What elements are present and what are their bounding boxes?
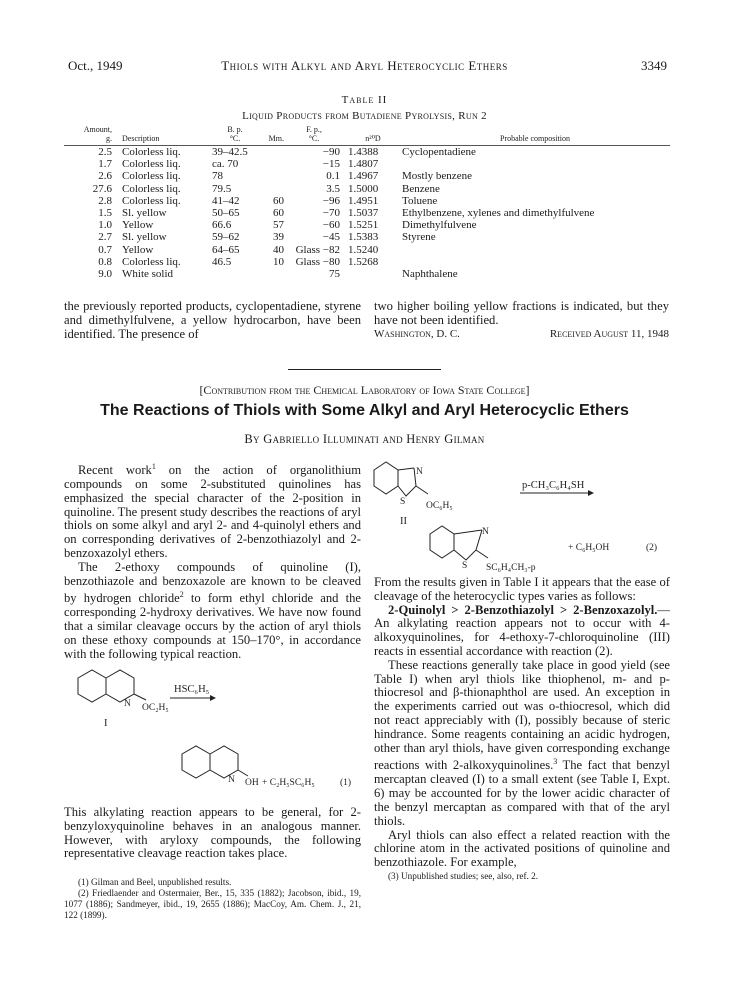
left-column-p3 [64,806,361,861]
cell-bp: 39–42.5 [212,146,248,158]
cell-mm: 60 [273,194,284,207]
substituent-oc6h5: OC₆H₅ [426,501,453,511]
atom-n-3: N [416,467,423,477]
reaction-scheme-2 [370,458,670,578]
cell-description: Colorless liq. [122,146,181,158]
cell-fp: −60 [322,219,340,232]
cell-nd: 1.5000 [348,182,379,195]
footnotes-left [64,877,361,921]
paragraph-r2: 2-Quinolyl > 2-Benzothiazolyl > 2-Benzoxazolyl.—An alkylating reaction appears not to occur with 4-alkoxyquinolines, for 4-ethoxy-7-chloroquinoline (III) reacts in essential accordance with reaction (2). [374,602,670,658]
cell-amount: 27.6 [92,182,112,195]
cell-description: Colorless liq. [122,194,181,207]
pyrolysis-table [64,124,670,280]
cell-amount: 2.8 [98,194,112,207]
product-side-1: + C₂H₅SC₆H₅ [262,778,315,788]
cell-amount: 9.0 [98,268,112,281]
product-sc6h4ch3: SC₆H₄CH₃-p [486,563,536,573]
right-column-text [374,576,670,882]
reagent-thiocresol: p-CH₃C₆H₄SH [522,480,585,491]
reagent-hsc6h5: HSC₆H₅ [174,684,210,695]
col-bp: B. p. °C. [210,124,260,146]
table-row [64,170,670,182]
cleavage-order: 2-Quinolyl > 2-Benzothiazolyl > 2-Benzoxazolyl. [388,602,658,617]
cell-fp: 0.1 [326,170,340,183]
substituent-oc2h5: OC₂H₅ [142,703,169,713]
product-side-2: + C₆H₅OH [568,543,610,553]
cell-nd: 1.5037 [348,207,379,220]
atom-n-4: N [482,527,489,537]
footnote-3: (3) Unpublished studies; see, also, ref. 2. [388,870,539,881]
prev-article-right [374,300,669,341]
cell-mm [260,183,286,195]
cell-fp: 75 [329,268,340,281]
table-row [64,256,670,268]
cell-nd: 1.4951 [348,194,379,207]
atom-n-2: N [228,775,235,785]
running-header-title: Thiols with Alkyl and Aryl Heterocyclic Ethers [221,58,508,73]
cell-fp: −96 [322,194,340,207]
cell-composition: Ethylbenzene, xylenes and dimethylfulvene [402,207,595,220]
byline: By Gabriello Illuminati and Henry Gilman [244,432,485,446]
running-header-date: Oct., 1949 [68,58,123,73]
cell-composition: Naphthalene [402,268,458,281]
table-row [64,268,670,280]
page-number: 3349 [641,58,667,73]
table-row [64,244,670,256]
cell-amount: 2.7 [98,231,112,244]
col-composition: Probable composition [400,124,670,146]
cell-fp: −70 [322,207,340,220]
product-oh: OH [245,778,259,788]
cell-composition [400,158,670,170]
cell-description: Colorless liq. [122,255,181,268]
table-row [64,146,670,159]
cell-composition: Benzene [402,182,440,195]
cell-description: Colorless liq. [122,182,181,195]
cell-amount: 2.5 [98,146,112,158]
table-row [64,231,670,243]
col-refractive-index: n²⁰D [346,124,400,146]
cell-description: Colorless liq. [122,158,181,171]
cell-mm [260,268,286,280]
table-label: Table II [341,94,388,106]
cell-bp: ca. 70 [212,158,239,171]
cell-nd [346,268,400,280]
paragraph-3: This alkylating reaction appears to be general, for 2-benzyloxyquinoline behaves in an analogous manner. However, with aryloxy compounds, the following representative cleavage reaction takes place. [64,805,361,861]
prev-article-right-text: two higher boiling yellow fractions is indicated, but they have not been identified. [374,299,669,327]
cell-description: Yellow [122,219,154,232]
table-body [64,146,670,281]
cell-mm: 10 [273,255,284,268]
cell-nd: 1.4388 [348,146,379,158]
atom-n-1: N [124,699,131,709]
cell-composition: Toluene [402,194,438,207]
cell-bp: 46.5 [212,255,232,268]
cell-amount: 1.7 [98,158,112,171]
paragraph-2: The 2-ethoxy compounds of quinoline (I), benzothiazole and benzoxazole are known to be cleaved by hydrogen chloride$^2$ to form ethyl chloride and the corresponding 2-hydroxy derivatives. We have now found that a similar cleavage occurs by the action of aryl thiols on these ethoxy compounds at 150–170°, in accordance with the following typical reaction. [64,559,361,661]
benzothiazole-ring-product [430,526,488,560]
atom-s-2: S [462,561,468,571]
cell-nd: 1.5268 [348,255,379,268]
cell-bp: 50–65 [212,207,240,220]
cell-description: Colorless liq. [122,170,181,183]
cell-mm: 60 [273,207,284,220]
paragraph-r4: Aryl thiols can also effect a related reaction with the chlorine atom in the activated positions of quinoline and benzothiazole. For example, [374,827,670,870]
atom-s-1: S [400,497,406,507]
cell-bp: 64–65 [212,243,240,256]
cell-description: Sl. yellow [122,207,167,220]
prev-article-signoff [374,328,669,342]
table-row [64,195,670,207]
cell-composition: Cyclopentadiene [402,146,476,158]
paragraph-r1: From the results given in Table I it appears that the ease of cleavage of the heterocyclic types varies as follows: [374,575,670,603]
cell-composition: Styrene [402,231,436,244]
equation-number-2: (2) [646,543,658,553]
quinoline-ring-reactant [78,670,146,702]
table-row [64,158,670,170]
footnote-1: (1) Gilman and Beel, unpublished results. [78,877,232,887]
article-title: The Reactions of Thiols with Some Alkyl and Aryl Heterocyclic Ethers [100,402,629,419]
cell-fp: −15 [322,158,340,171]
cell-amount: 0.7 [98,243,112,256]
cell-description: Sl. yellow [122,231,167,244]
cell-nd: 1.5251 [348,219,379,232]
cell-bp [210,268,260,280]
cell-mm [260,158,286,170]
cell-fp: −90 [322,146,340,158]
col-amount: Amount, g. [64,124,120,146]
cell-nd: 1.4807 [348,158,379,171]
table-row [64,219,670,231]
cell-composition [400,244,670,256]
contribution-line: [Contribution from the Chemical Laboratory of Iowa State College] [199,383,530,397]
prev-article-left-text: the previously reported products, cyclopentadiene, styrene and dimethylfulvene, a yellow hydrocarbon, have been identified. The presence of [64,299,361,341]
cell-bp: 59–62 [212,231,240,244]
table-header [64,124,670,146]
cell-bp: 79.5 [212,182,232,195]
compound-label-ii: II [400,516,407,527]
section-divider [288,369,441,370]
cell-amount: 0.8 [98,255,112,268]
col-description: Description [120,124,210,146]
table-row [64,207,670,219]
received-date: Received August 11, 1948 [549,327,669,340]
cell-amount: 1.0 [98,219,112,232]
cell-composition [400,256,670,268]
cell-composition: Dimethylfulvene [402,219,477,232]
reaction-arrow-1 [170,695,216,701]
footnote-2: (2) Friedlaender and Ostermaier, Ber., 15, 335 (1882); Jacobson, ibid., 19, 1077 (1886); Sandmeyer, ibid., 19, 2655 (1886); MacCoy, Am. Chem. J., 21, 122 (1899). [64,888,361,920]
table-row [64,183,670,195]
cell-mm: 40 [273,243,284,256]
left-column-intro [64,460,361,662]
cell-fp: Glass −80 [295,255,340,268]
cell-mm [260,170,286,182]
cell-composition: Mostly benzene [402,170,472,183]
col-fp: F. p., °C. [286,124,346,146]
cell-bp: 66.6 [212,219,232,232]
cell-mm: 39 [273,231,284,244]
quinoline-ring-product [182,746,248,778]
cell-nd: 1.5383 [348,231,379,244]
reaction-scheme-1 [64,668,364,806]
location: Washington, D. C. [374,327,460,340]
cell-fp: Glass −82 [295,243,340,256]
cell-nd: 1.5240 [348,243,379,256]
cell-fp: −45 [322,231,340,244]
table-caption: Liquid Products from Butadiene Pyrolysis, Run 2 [242,110,487,122]
col-mm: Mm. [260,124,286,146]
cell-description: Yellow [122,243,154,256]
cell-amount: 1.5 [98,207,112,220]
cell-mm: 57 [273,219,284,232]
cell-description: White solid [122,268,174,281]
cell-nd: 1.4967 [348,170,379,183]
compound-label-i: I [104,718,108,729]
cell-fp: 3.5 [326,182,340,195]
cell-mm [260,146,286,159]
cell-amount: 2.6 [98,170,112,183]
paragraph-r3: These reactions generally take place in good yield (see Table I) when aryl thiols like thiophenol, m- and p-thiocresol and β-thionaphthol are used. An exception in the experiments carried out was o-thiocresol, which did not react appreciably with (I), possibly because of steric hindrance. Some reagents containing an acidic hydrogen, other than aryl thiols, have given corresponding exchange reactions with 2-alkoxyquinolines.$^3$ The fact that benzyl mercaptan cleaved (I) to a small extent (see Table I, Expt. 6) may be accounted for by the lower acidic character of the benzyl mercaptan as compared with that of the aryl thiols. [374,657,670,828]
cell-bp: 78 [212,170,223,183]
equation-number-1: (1) [340,778,352,788]
cell-bp: 41–42 [212,194,240,207]
paragraph-1: Recent work$^1$ on the action of organolithium compounds on some 2-substituted quinolines has emphasized the special character of the 2-position in quinoline. The present study describes the reactions of aryl thiols on some alkyl and aryl 2- and 4-quinolyl ethers and on corresponding derivatives of 2-benzothiazolyl and 2-benzoxazolyl ethers. [64,462,361,560]
